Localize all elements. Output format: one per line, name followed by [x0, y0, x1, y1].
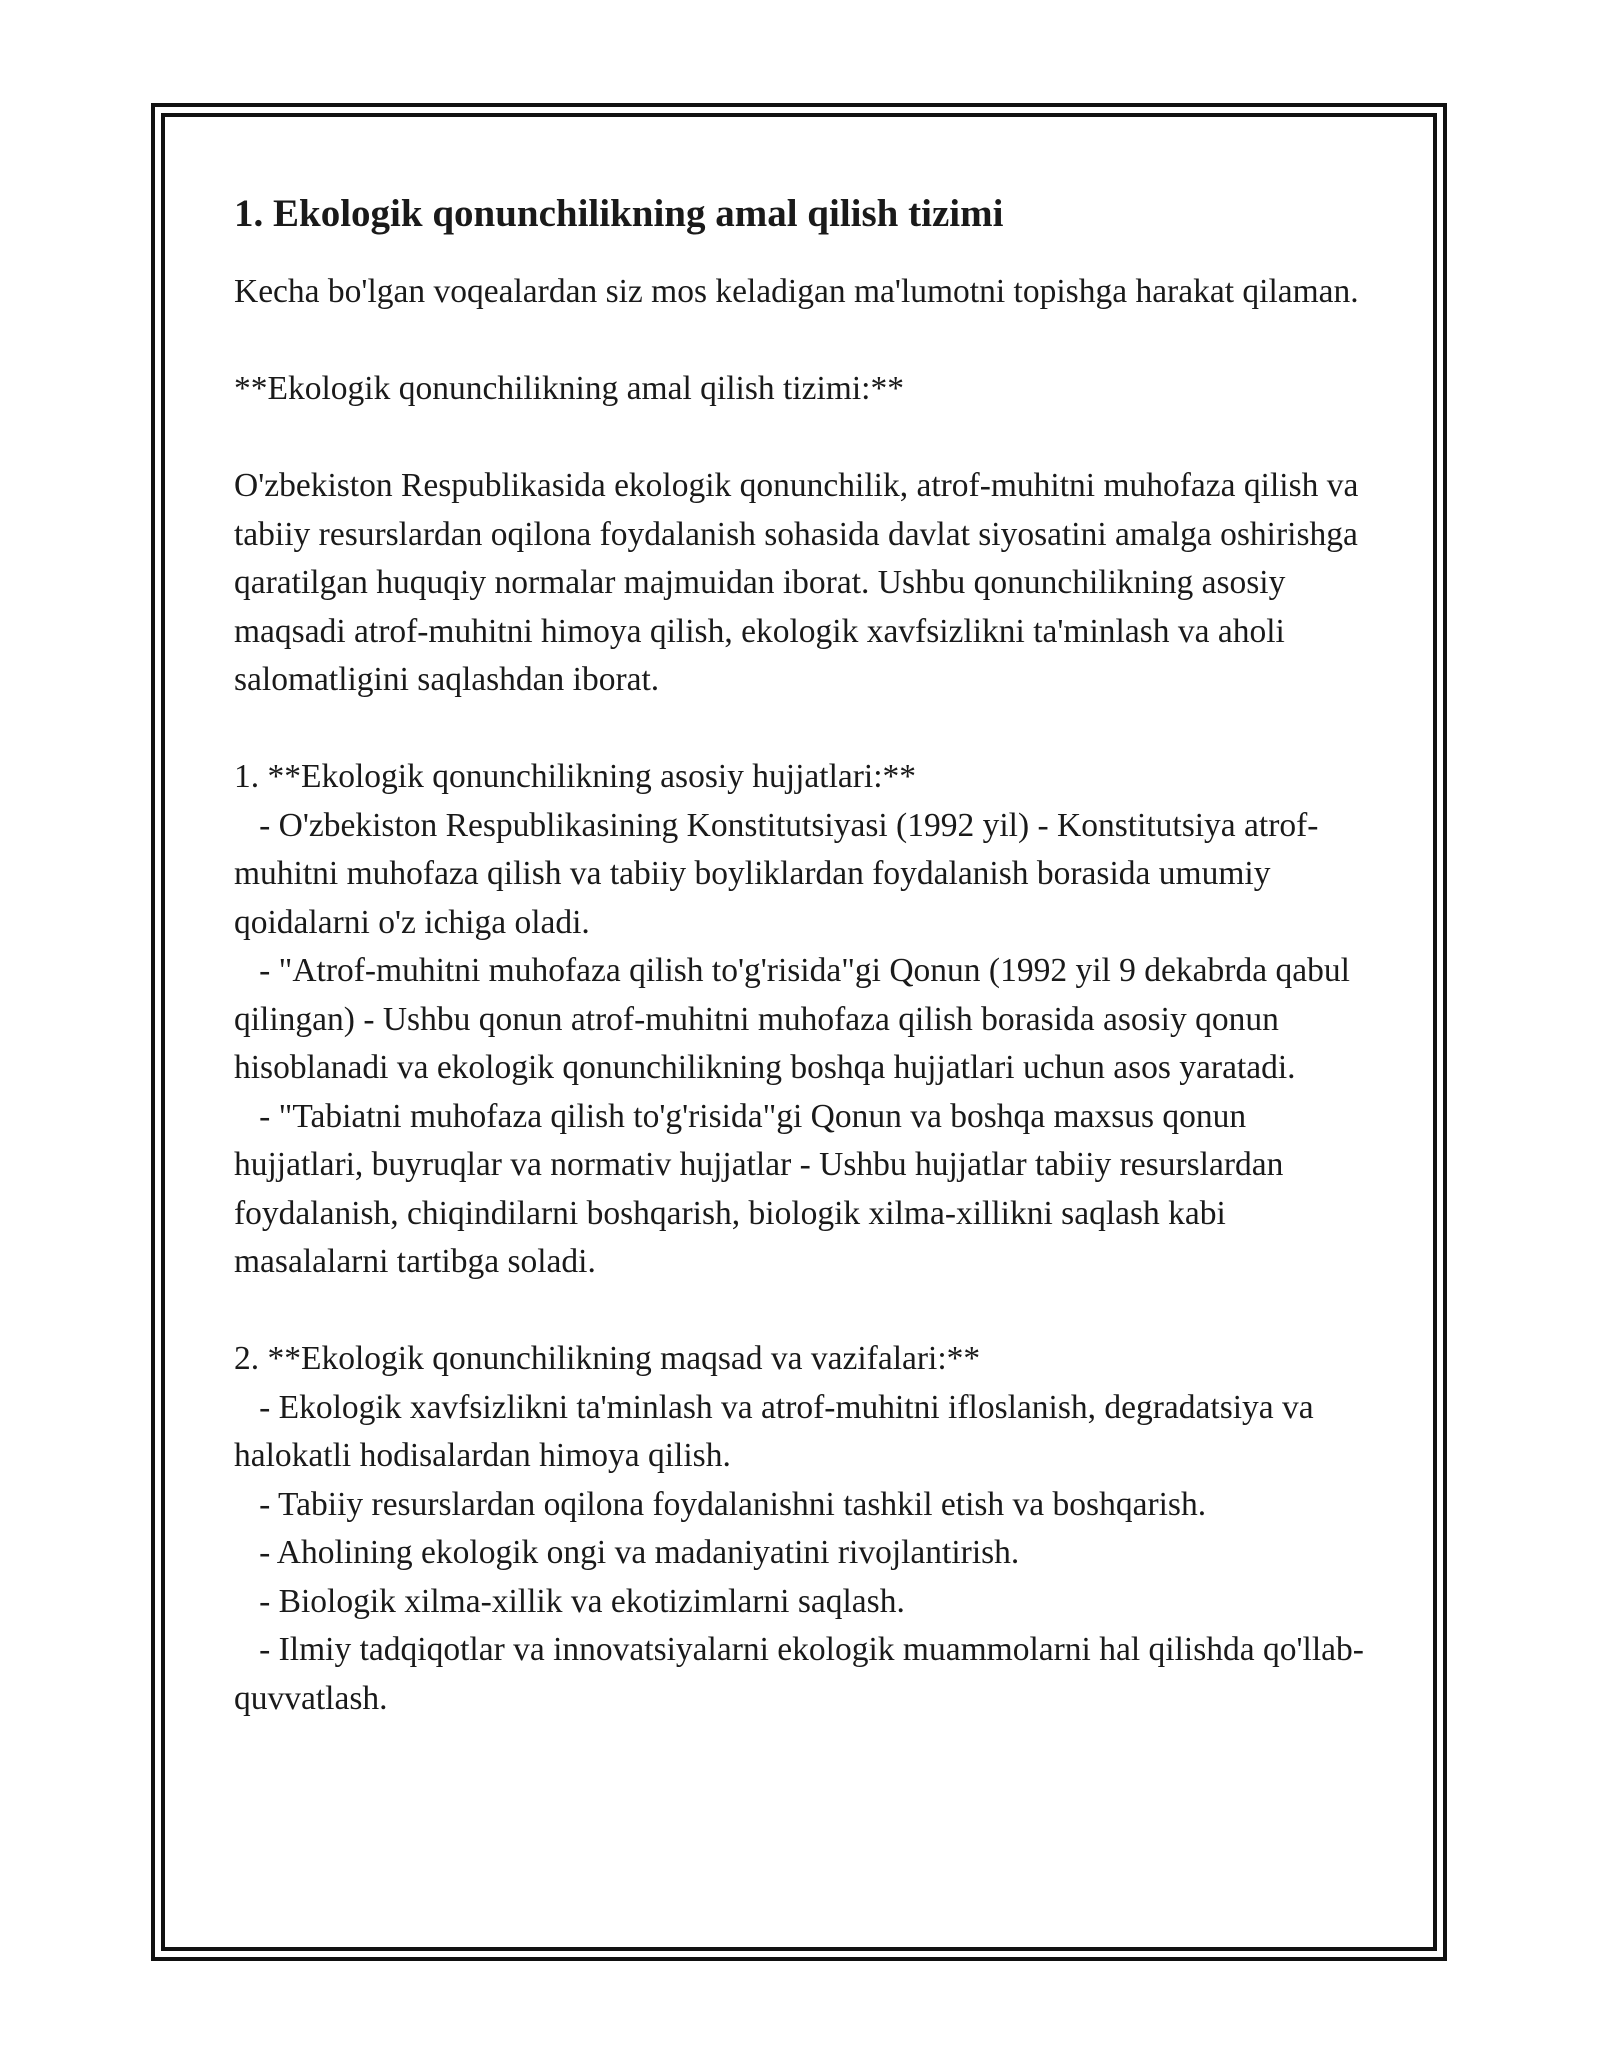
- paragraph-gap: [234, 317, 1374, 366]
- list-item: - Ilmiy tadqiqotlar va innovatsiyalarni ekologik muammolarni hal qilishda qo'llab-quvvatlash.: [234, 1631, 1364, 1717]
- list-item: - "Atrof-muhitni muhofaza qilish to'g'risida"gi Qonun (1992 yil 9 dekabrda qabul qilingan) - Ushbu qonun atrof-muhitni muhofaza qilish borasida asosiy qonun hisoblanadi va ekologik qonunchilikning boshqa hujjatlari uchun asos yaratadi.: [234, 952, 1359, 1086]
- paragraph-gap: [234, 414, 1374, 463]
- document-title: 1. Ekologik qonunchilikning amal qilish tizimi: [234, 192, 1004, 235]
- document-body: [234, 186, 1374, 1723]
- overview-paragraph: O'zbekiston Respublikasida ekologik qonunchilik, atrof-muhitni muhofaza qilish va tabiiy resurslardan oqilona foydalanish sohasida davlat siyosatini amalga oshirishga qaratilgan huquqiy normalar majmuidan iborat. Ushbu qonunchilikning asosiy maqsadi atrof-muhitni himoya qilish, ekologik xavfsizlikni ta'minlash va aholi salomatligini saqlashdan iborat.: [234, 467, 1367, 698]
- list-item: - Tabiiy resurslardan oqilona foydalanishni tashkil etish va boshqarish.: [234, 1485, 1207, 1523]
- list-item: - Aholining ekologik ongi va madaniyatini rivojlantirish.: [234, 1534, 1020, 1571]
- list-item: - Biologik xilma-xillik va ekotizimlarni saqlash.: [234, 1582, 905, 1620]
- intro-paragraph: Kecha bo'lgan voqealardan siz mos keladigan ma'lumotni topishga harakat qilaman.: [234, 273, 1359, 310]
- section-heading-goals: 2. **Ekologik qonunchilikning maqsad va vazifalari:**: [234, 1340, 981, 1377]
- paragraph-gap: [234, 1287, 1374, 1336]
- list-item: - O'zbekiston Respublikasining Konstitutsiyasi (1992 yil) - Konstitutsiya atrof-muhitni muhofaza qilish va tabiiy boyliklardan foydalanish borasida umumiy qoidalarni o'z ichiga oladi.: [234, 806, 1319, 941]
- subheading-paragraph: **Ekologik qonunchilikning amal qilish tizimi:**: [234, 370, 904, 407]
- list-item: - "Tabiatni muhofaza qilish to'g'risida"gi Qonun va boshqa maxsus qonun hujjatlari, buyruqlar va normativ hujjatlar - Ushbu hujjatlar tabiiy resurslardan foydalanish, chiqindilarni boshqarish, biologik xilma-xillikni saqlash kabi masalalarni tartibga soladi.: [234, 1097, 1292, 1280]
- section-heading-documents: 1. **Ekologik qonunchilikning asosiy hujjatlari:**: [234, 758, 917, 795]
- list-item: - Ekologik xavfsizlikni ta'minlash va atrof-muhitni ifloslanish, degradatsiya va halokatli hodisalardan himoya qilish.: [234, 1388, 1323, 1474]
- paragraph-gap: [234, 705, 1374, 754]
